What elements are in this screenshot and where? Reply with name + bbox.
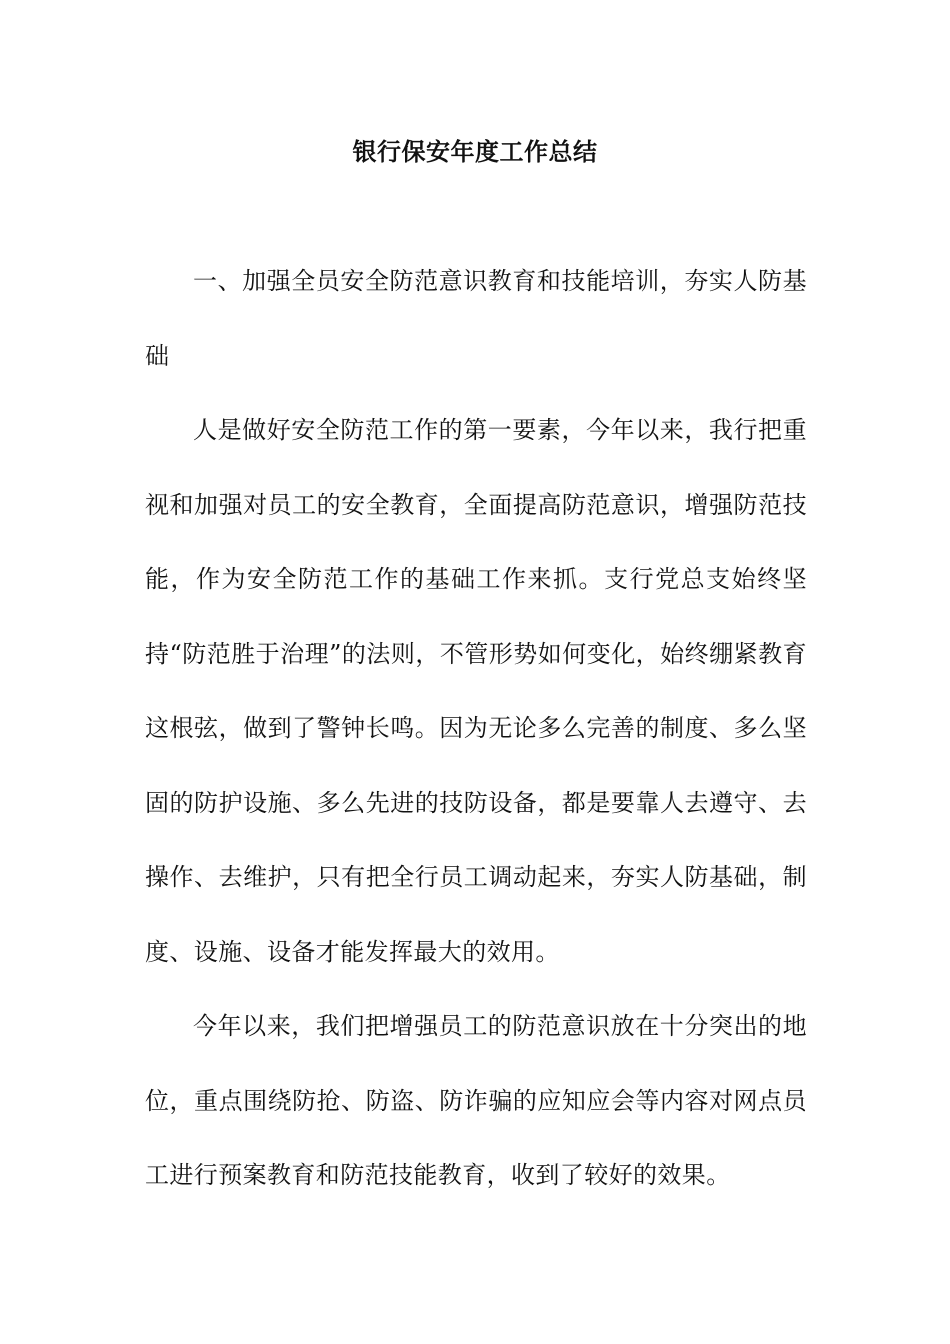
document-title: 银行保安年度工作总结 (352, 137, 598, 166)
body-paragraph: 今年以来，我们把增强员工的防范意识放在十分突出的地位，重点围绕防抢、防盗、防诈骗的应知应会等内容对网点员工进行预案教育和防范技能教育，收到了较好的效果。 (145, 1012, 807, 1189)
section-heading: 一、加强全员安全防范意识教育和技能培训，夯实人防基础 (145, 267, 807, 370)
body-paragraph: 人是做好安全防范工作的第一要素，今年以来，我行把重视和加强对员工的安全教育，全面提高防范意识，增强防范技能，作为安全防范工作的基础工作来抓。支行党总支始终坚持“防范胜于治理”的法则，不管形势如何变化，始终绷紧教育这根弦，做到了警钟长鸣。因为无论多么完善的制度、多么坚固的防护设施、多么先进的技防设备，都是要靠人去遵守、去操作、去维护，只有把全行员工调动起来，夯实人防基础，制度、设施、设备才能发挥最大的效用。 (145, 416, 807, 966)
document-body (145, 244, 807, 1213)
